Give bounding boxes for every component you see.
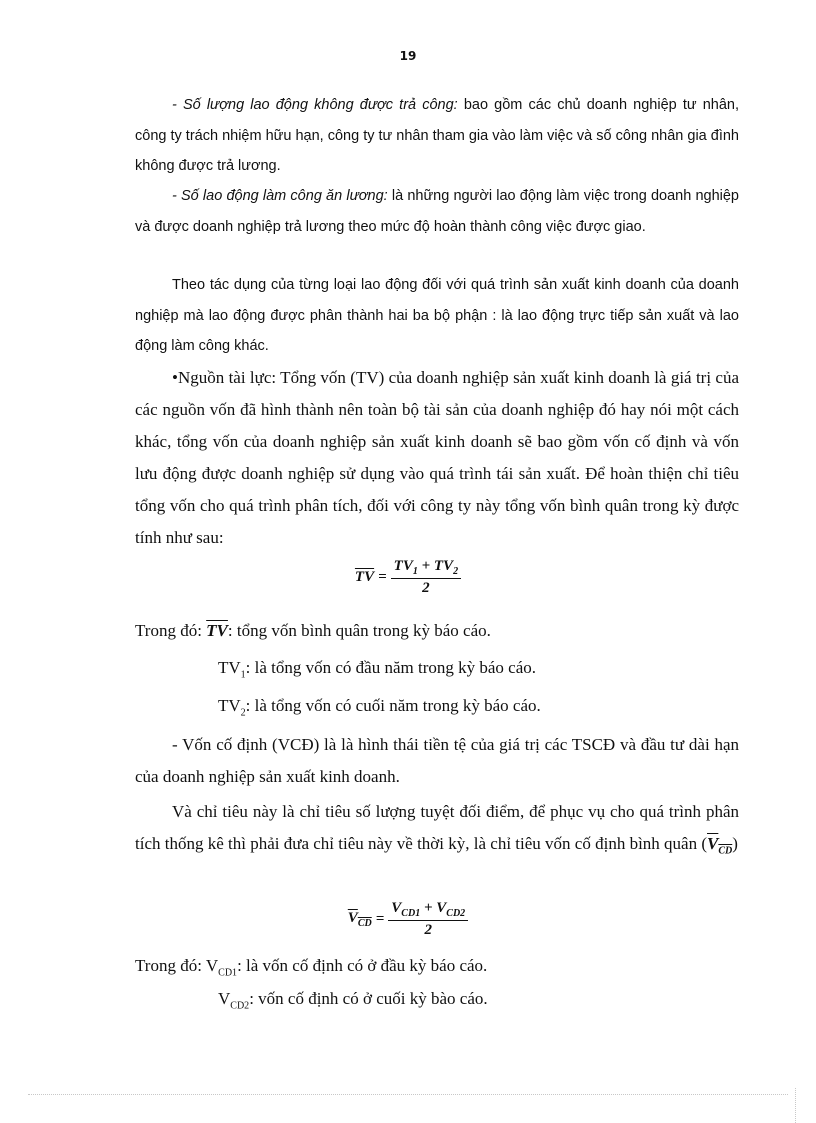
paragraph-text: - Vốn cố định (VCĐ) là là hình thái tiền tệ của giá trị các TSCĐ và đầu tư dài hạn của doanh nghiệp sản xuất kinh doanh. (135, 735, 739, 786)
bullet-icon: • (172, 368, 178, 387)
formula-numerator: $V_{CD1} + V_{CD2}$ (388, 900, 468, 921)
paragraph-financial-resources (135, 362, 739, 554)
paragraph-text: Theo tác dụng của từng loại lao động đối với quá trình sản xuất kinh doanh của doanh nghiệp mà lao động được phân thành hai ba bộ phận : là lao động trực tiếp sản xuất và lao động làm công khác. (135, 277, 739, 354)
paragraph-lead: - Số lượng lao động không được trả công: (172, 97, 458, 113)
page-bottom-border (28, 1094, 788, 1095)
tv-symbol: $\overline{TV}$ (206, 621, 228, 640)
where-line-tv: Trong đó: $\overline{TV}$: tổng vốn bình quân trong kỳ báo cáo. (135, 621, 491, 640)
formula-denominator: 2 (424, 922, 432, 938)
paragraph-salaried-labor (135, 181, 739, 242)
paragraph-labor-classification (135, 270, 739, 362)
page-number: 19 (399, 49, 417, 63)
formula-lhs: $\overline{TV}$ (354, 569, 375, 585)
paragraph-lead: - Số lao động làm công ăn lương: (172, 188, 388, 204)
formula-numerator: $TV_1 + TV_2$ (391, 558, 461, 579)
vcd-symbol: $V_{CD}$ (707, 834, 733, 857)
formula-denominator: 2 (422, 580, 430, 596)
formula-equals: = (378, 569, 387, 585)
paragraph-fixed-capital (135, 729, 739, 793)
definition-tv1: $TV_1$: là tổng vốn có đầu năm trong kỳ báo cáo. (218, 658, 537, 681)
paragraph-text: Và chỉ tiêu này là chỉ tiêu số lượng tuyệt đối điểm, để phục vụ cho quá trình phân tích thống kê thì phải đưa chỉ tiêu này về thời kỳ, là chỉ tiêu vốn cố định bình quân ( (135, 802, 739, 853)
formula-fraction (391, 558, 461, 597)
page-corner-border (795, 1088, 796, 1123)
paragraph-average-fixed-capital: Và chỉ tiêu này là chỉ tiêu số lượng tuyệt đối điểm, để phục vụ cho quá trình phân tích thống kê thì phải đưa chỉ tiêu này về thời kỳ, là chỉ tiêu vốn cố định bình quân $(V_{CD})$ (135, 802, 739, 857)
definition-tv2: $TV_2$: là tổng vốn có cuối năm trong kỳ báo cáo. (218, 696, 541, 719)
formula-equals: = (375, 911, 385, 927)
where-line-vcd1: Trong đó: $V_{CD1}$: là vốn cố định có ở đầu kỳ báo cáo. (135, 956, 488, 979)
definition-vcd2: $V_{CD2}$: vốn cố định có ở cuối kỳ bào cáo. (218, 989, 488, 1012)
formula-average-fixed-capital (0, 900, 816, 939)
paragraph-text: bao gồm các chủ doanh nghiệp tư nhân, công ty trách nhiệm hữu hạn, công ty tư nhân tham gia vào làm việc và số công nhân gia đình không được trả lương. (135, 97, 739, 174)
paragraph-unpaid-labor (135, 90, 739, 182)
paragraph-text: là những người lao động làm việc trong doanh nghiệp và được doanh nghiệp trả lương theo mức độ hoàn thành công việc được giao. (135, 188, 739, 235)
formula-lhs: $V_{CD}$ (347, 910, 372, 929)
formula-fraction (388, 900, 468, 939)
paragraph-text: Nguồn tài lực: Tổng vốn (TV) của doanh nghiệp sản xuất kinh doanh là giá trị của các nguồn vốn đã hình thành nên toàn bộ tài sản của doanh nghiệp đó hay nói một cách khác, tổng vốn của doanh nghiệp sản xuất kinh doanh sẽ bao gồm vốn cố định và vốn lưu động được doanh nghiệp sử dụng vào quá trình tái sản xuất. Để hoàn thiện chỉ tiêu tổng vốn cho quá trình phân tích, đối với công ty này tổng vốn bình quân trong kỳ được tính như sau: (135, 368, 739, 547)
formula-average-total-capital (0, 558, 816, 597)
